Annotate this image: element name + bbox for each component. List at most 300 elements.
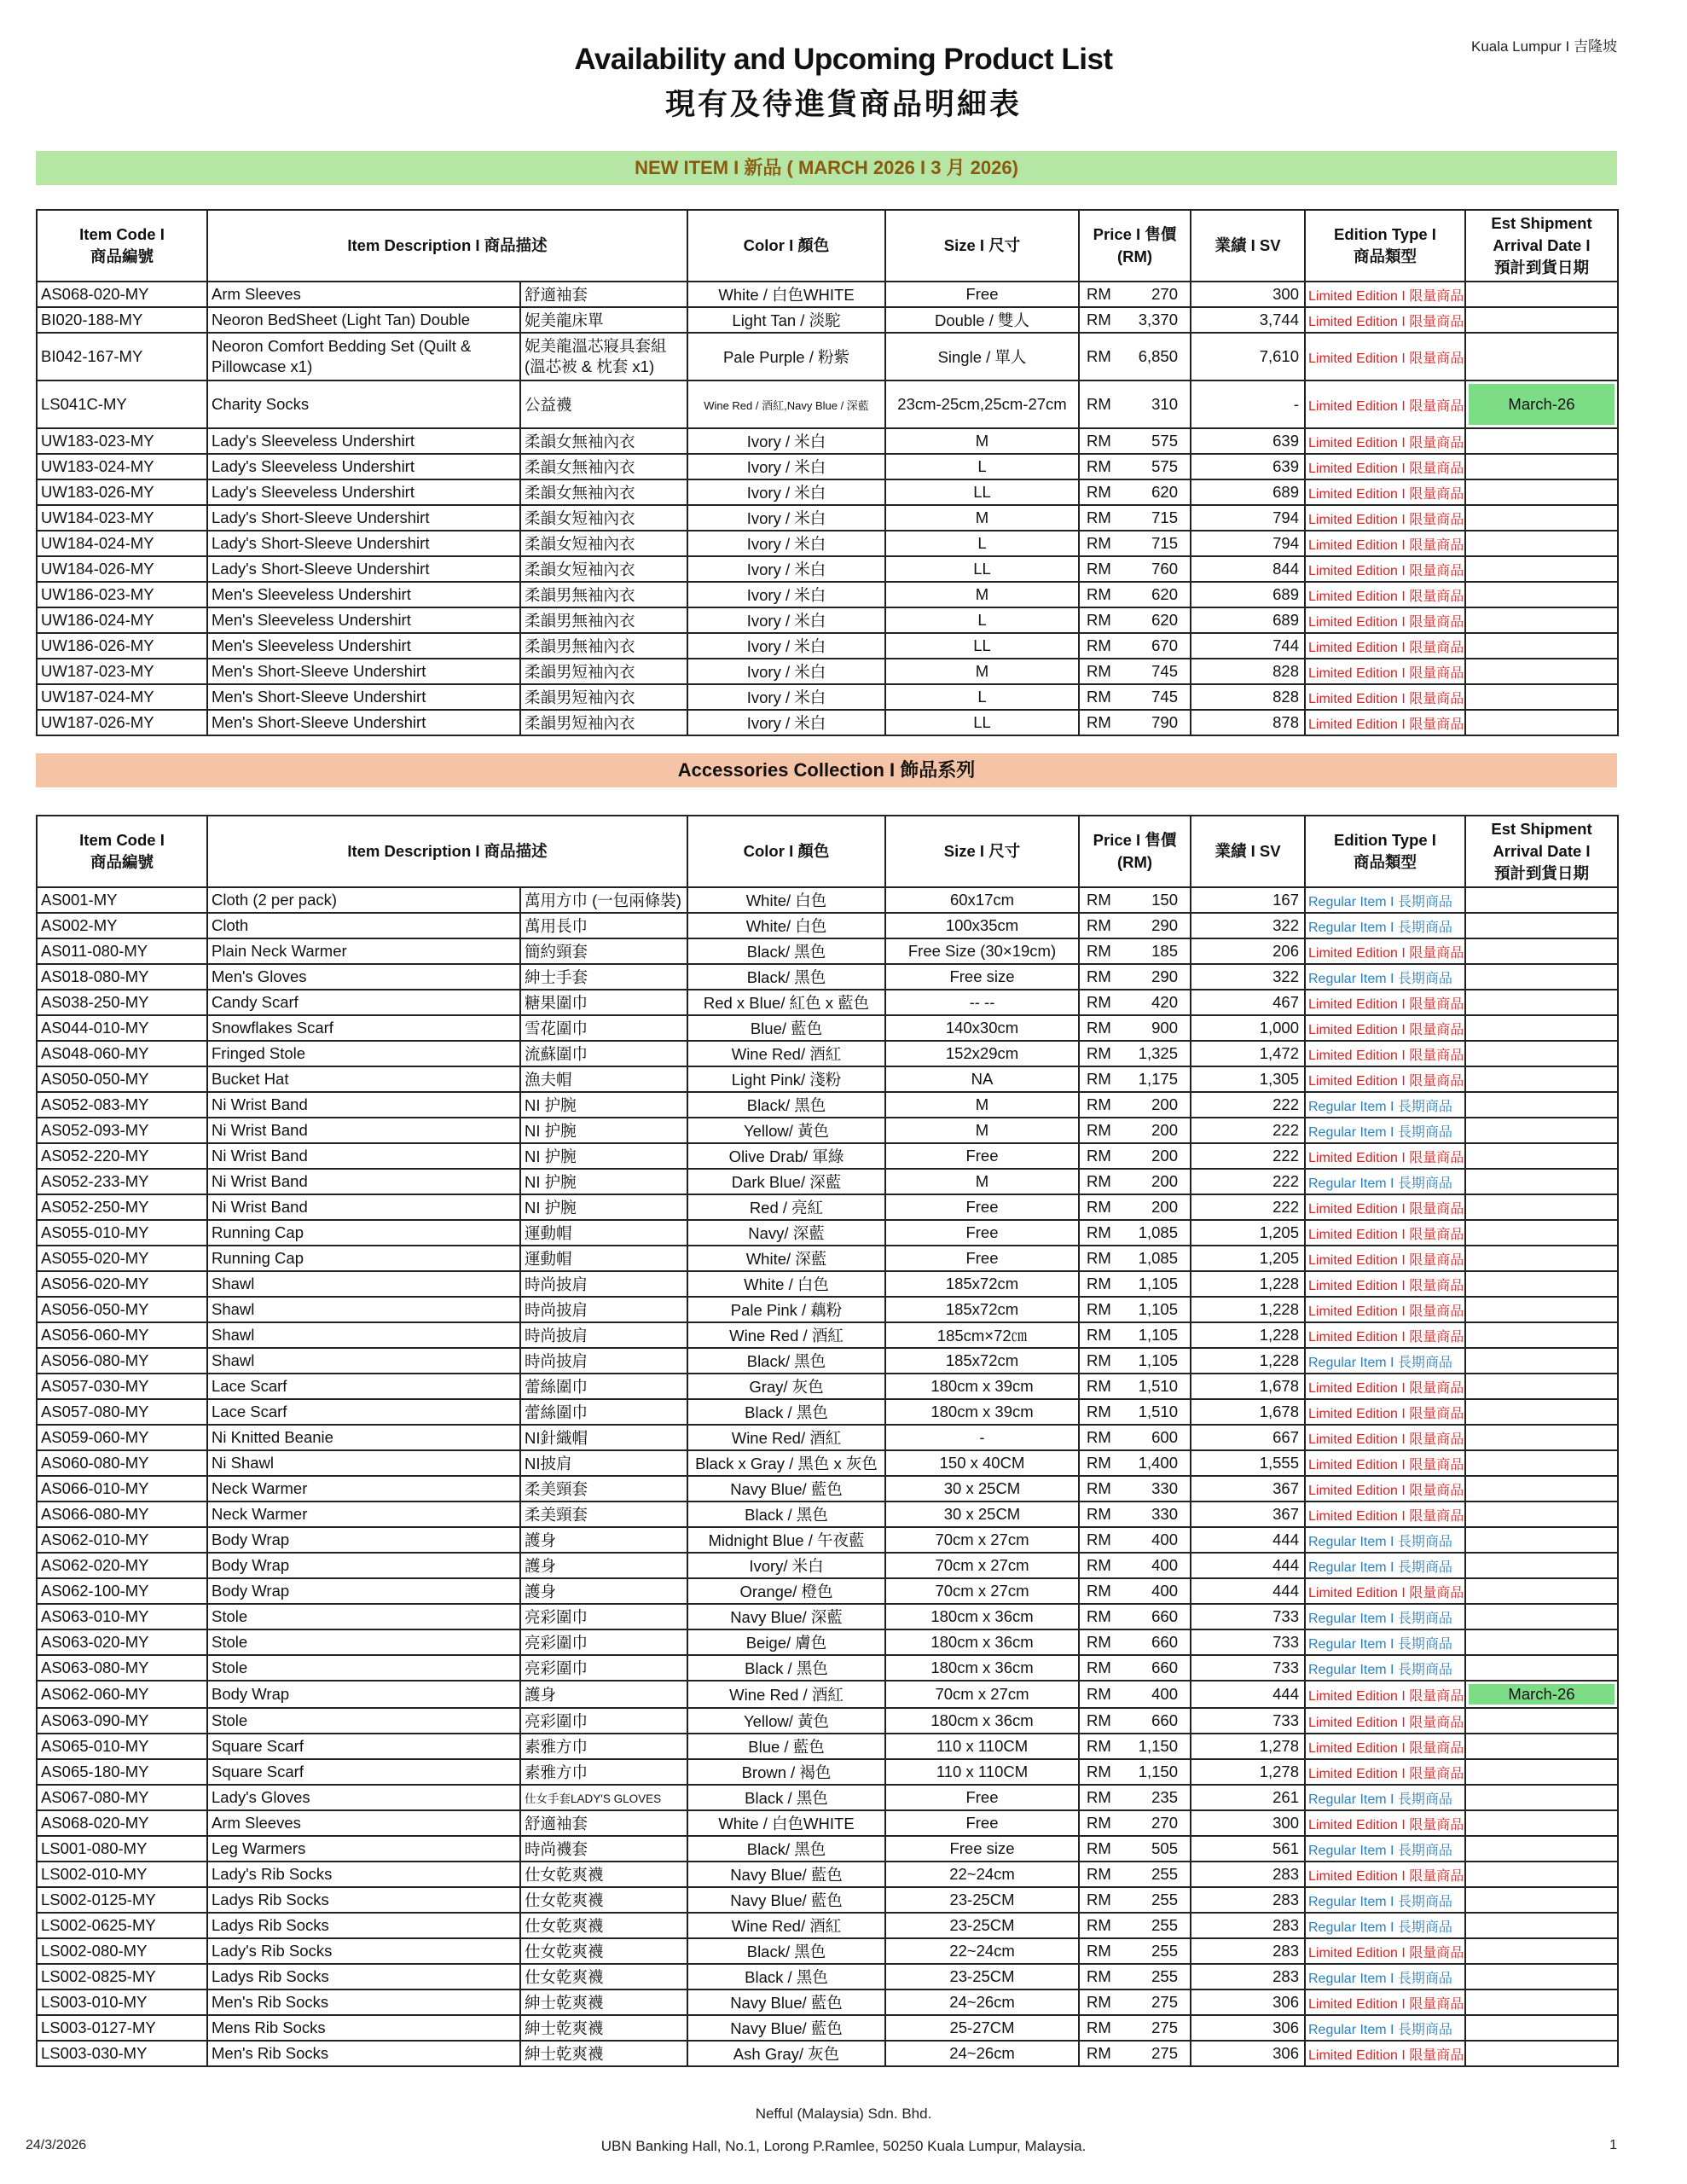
shipment-date — [1465, 1425, 1618, 1450]
item-code: AS052-093-MY — [37, 1118, 207, 1143]
table-header-row — [37, 210, 1618, 282]
price-value: RM 400 — [1079, 1553, 1191, 1578]
description-zh: NI 护腕 — [520, 1169, 687, 1194]
price-value: RM 275 — [1079, 2015, 1191, 2041]
color-value: Navy Blue/ 藍色 — [687, 1887, 885, 1913]
item-code: AS056-050-MY — [37, 1297, 207, 1322]
color-value: Ivory / 米白 — [687, 479, 885, 505]
price-value: RM 1,105 — [1079, 1322, 1191, 1348]
table-row — [37, 2041, 1618, 2066]
description-en: Men's Short-Sleeve Undershirt — [207, 684, 520, 710]
shipment-date — [1465, 428, 1618, 454]
size-value: 22~24cm — [885, 1938, 1079, 1964]
sv-value: 1,278 — [1191, 1759, 1305, 1785]
description-zh: 紳士乾爽襪 — [520, 2015, 687, 2041]
color-value: Yellow/ 黃色 — [687, 1118, 885, 1143]
shipment-badge: March-26 — [1469, 1684, 1615, 1705]
shipment-date — [1465, 1527, 1618, 1553]
size-value: M — [885, 1092, 1079, 1118]
shipment-date — [1465, 531, 1618, 556]
price-value: RM 200 — [1079, 1169, 1191, 1194]
col-price: Price I 售價 (RM) — [1079, 210, 1191, 282]
item-code: AS057-030-MY — [37, 1374, 207, 1399]
shipment-date — [1465, 1938, 1618, 1964]
color-value: Black / 黑色 — [687, 1785, 885, 1810]
price-value: RM 275 — [1079, 1989, 1191, 2015]
shipment-date — [1465, 380, 1618, 428]
color-value: White / 白色 — [687, 1271, 885, 1297]
size-value: M — [885, 1169, 1079, 1194]
col-size: Size I 尺寸 — [885, 210, 1079, 282]
description-zh: 柔韻女無袖內衣 — [520, 428, 687, 454]
table-row — [37, 1399, 1618, 1425]
shipment-date — [1465, 1759, 1618, 1785]
color-value: Black / 黑色 — [687, 1655, 885, 1681]
description-en: Lace Scarf — [207, 1374, 520, 1399]
price-value: RM 275 — [1079, 2041, 1191, 2066]
shipment-date — [1465, 659, 1618, 684]
color-value: Ash Gray/ 灰色 — [687, 2041, 885, 2066]
item-code: LS002-0625-MY — [37, 1913, 207, 1938]
price-value: RM 400 — [1079, 1578, 1191, 1604]
price-value: RM 505 — [1079, 1836, 1191, 1862]
col-sv: 業績 I SV — [1191, 816, 1305, 887]
size-value: M — [885, 659, 1079, 684]
table-row — [37, 1297, 1618, 1322]
sv-value: 828 — [1191, 684, 1305, 710]
table-row — [37, 1655, 1618, 1681]
edition-type: Limited Edition I 限量商品 — [1305, 1938, 1465, 1964]
description-en: Mens Rib Socks — [207, 2015, 520, 2041]
description-zh: 護身 — [520, 1578, 687, 1604]
edition-type: Limited Edition I 限量商品 — [1305, 582, 1465, 607]
edition-type: Regular Item I 長期商品 — [1305, 1964, 1465, 1989]
price-value: RM 150 — [1079, 887, 1191, 913]
price-value: RM 200 — [1079, 1118, 1191, 1143]
color-value: Ivory / 米白 — [687, 607, 885, 633]
color-value: White/ 白色 — [687, 887, 885, 913]
price-value: RM 1,510 — [1079, 1374, 1191, 1399]
edition-type: Regular Item I 長期商品 — [1305, 1118, 1465, 1143]
description-en: Men's Sleeveless Undershirt — [207, 633, 520, 659]
color-value: Ivory / 米白 — [687, 531, 885, 556]
sv-value: 222 — [1191, 1194, 1305, 1220]
size-value: 152x29cm — [885, 1041, 1079, 1066]
description-en: Stole — [207, 1629, 520, 1655]
edition-type: Limited Edition I 限量商品 — [1305, 1578, 1465, 1604]
table-row — [37, 1169, 1618, 1194]
price-value: RM 235 — [1079, 1785, 1191, 1810]
description-en: Ni Knitted Beanie — [207, 1425, 520, 1450]
item-code: AS062-100-MY — [37, 1578, 207, 1604]
description-zh: 仕女乾爽襪 — [520, 1887, 687, 1913]
shipment-date — [1465, 1041, 1618, 1066]
description-zh: 公益襪 — [520, 380, 687, 428]
size-value: - — [885, 1425, 1079, 1450]
item-code: AS056-060-MY — [37, 1322, 207, 1348]
description-en: Stole — [207, 1604, 520, 1629]
shipment-date — [1465, 1836, 1618, 1862]
description-zh: 流蘇圍巾 — [520, 1041, 687, 1066]
table-row — [37, 1734, 1618, 1759]
color-value: Ivory / 米白 — [687, 454, 885, 479]
price-value: RM 400 — [1079, 1681, 1191, 1708]
price-value: RM 715 — [1079, 505, 1191, 531]
sv-value: 222 — [1191, 1143, 1305, 1169]
item-code: AS055-010-MY — [37, 1220, 207, 1246]
shipment-date — [1465, 964, 1618, 990]
description-zh: NI 护腕 — [520, 1118, 687, 1143]
description-en: Body Wrap — [207, 1681, 520, 1708]
edition-type: Regular Item I 長期商品 — [1305, 1527, 1465, 1553]
item-code: UW186-023-MY — [37, 582, 207, 607]
color-value: Pale Purple / 粉紫 — [687, 333, 885, 380]
item-code: BI042-167-MY — [37, 333, 207, 380]
description-zh: 雪花圍巾 — [520, 1015, 687, 1041]
shipment-date — [1465, 1734, 1618, 1759]
description-en: Snowflakes Scarf — [207, 1015, 520, 1041]
item-code: UW184-024-MY — [37, 531, 207, 556]
color-value: Wine Red / 酒紅,Navy Blue / 深藍 — [687, 380, 885, 428]
sv-value: 828 — [1191, 659, 1305, 684]
size-value: Free — [885, 1810, 1079, 1836]
sv-value: 689 — [1191, 479, 1305, 505]
item-code: LS002-080-MY — [37, 1938, 207, 1964]
item-code: AS068-020-MY — [37, 282, 207, 307]
edition-type: Limited Edition I 限量商品 — [1305, 1194, 1465, 1220]
item-code: AS038-250-MY — [37, 990, 207, 1015]
color-value: Black/ 黑色 — [687, 938, 885, 964]
sv-value: 367 — [1191, 1502, 1305, 1527]
price-value: RM 310 — [1079, 380, 1191, 428]
sv-value: 222 — [1191, 1169, 1305, 1194]
price-value: RM 1,105 — [1079, 1348, 1191, 1374]
edition-type: Limited Edition I 限量商品 — [1305, 1374, 1465, 1399]
edition-type: Limited Edition I 限量商品 — [1305, 1681, 1465, 1708]
description-zh: 時尚披肩 — [520, 1322, 687, 1348]
table-row — [37, 990, 1618, 1015]
description-zh: 仕女乾爽襪 — [520, 1913, 687, 1938]
size-value: 23-25CM — [885, 1913, 1079, 1938]
edition-type: Limited Edition I 限量商品 — [1305, 659, 1465, 684]
table-row — [37, 1041, 1618, 1066]
description-en: Neoron BedSheet (Light Tan) Double — [207, 307, 520, 333]
description-zh: 紳士乾爽襪 — [520, 2041, 687, 2066]
item-code: AS063-090-MY — [37, 1708, 207, 1734]
item-code: AS063-020-MY — [37, 1629, 207, 1655]
table-row — [37, 1322, 1618, 1348]
price-value: RM 420 — [1079, 990, 1191, 1015]
sv-value: 306 — [1191, 2015, 1305, 2041]
item-code: AS056-020-MY — [37, 1271, 207, 1297]
sv-value: - — [1191, 380, 1305, 428]
edition-type: Limited Edition I 限量商品 — [1305, 1708, 1465, 1734]
table-row — [37, 428, 1618, 454]
size-value: Free — [885, 1194, 1079, 1220]
item-code: AS052-250-MY — [37, 1194, 207, 1220]
sv-value: 1,228 — [1191, 1348, 1305, 1374]
table-row — [37, 1989, 1618, 2015]
size-value: 24~26cm — [885, 2041, 1079, 2066]
col-size: Size I 尺寸 — [885, 816, 1079, 887]
sv-value: 1,678 — [1191, 1374, 1305, 1399]
table-row — [37, 1450, 1618, 1476]
price-value: RM 745 — [1079, 659, 1191, 684]
description-en: Neck Warmer — [207, 1476, 520, 1502]
col-shipment: Est Shipment Arrival Date I 預計到貨日期 — [1465, 210, 1618, 282]
color-value: Dark Blue/ 深藍 — [687, 1169, 885, 1194]
size-value: L — [885, 531, 1079, 556]
sv-value: 667 — [1191, 1425, 1305, 1450]
sv-value: 444 — [1191, 1681, 1305, 1708]
edition-type: Limited Edition I 限量商品 — [1305, 479, 1465, 505]
item-code: LS002-0125-MY — [37, 1887, 207, 1913]
description-en: Lady's Short-Sleeve Undershirt — [207, 556, 520, 582]
table-row — [37, 1759, 1618, 1785]
table-row — [37, 1553, 1618, 1578]
shipment-date — [1465, 938, 1618, 964]
description-zh: 糖果圍巾 — [520, 990, 687, 1015]
edition-type: Limited Edition I 限量商品 — [1305, 990, 1465, 1015]
table-row — [37, 1938, 1618, 1964]
price-value: RM 715 — [1079, 531, 1191, 556]
size-value: 23cm-25cm,25cm-27cm — [885, 380, 1079, 428]
shipment-date — [1465, 607, 1618, 633]
item-code: UW187-026-MY — [37, 710, 207, 735]
price-value: RM 6,850 — [1079, 333, 1191, 380]
item-code: BI020-188-MY — [37, 307, 207, 333]
color-value: Wine Red/ 酒紅 — [687, 1041, 885, 1066]
description-en: Ni Shawl — [207, 1450, 520, 1476]
sv-value: 283 — [1191, 1938, 1305, 1964]
size-value: 180cm x 36cm — [885, 1629, 1079, 1655]
edition-type: Limited Edition I 限量商品 — [1305, 531, 1465, 556]
col-edition: Edition Type I 商品類型 — [1305, 816, 1465, 887]
size-value: 60x17cm — [885, 887, 1079, 913]
item-code: LS002-0825-MY — [37, 1964, 207, 1989]
edition-type: Limited Edition I 限量商品 — [1305, 1066, 1465, 1092]
shipment-date — [1465, 1297, 1618, 1322]
description-en: Square Scarf — [207, 1734, 520, 1759]
sv-value: 306 — [1191, 2041, 1305, 2066]
price-value: RM 1,085 — [1079, 1246, 1191, 1271]
size-value: 110 x 110CM — [885, 1734, 1079, 1759]
size-value: L — [885, 607, 1079, 633]
price-value: RM 255 — [1079, 1862, 1191, 1887]
price-value: RM 1,400 — [1079, 1450, 1191, 1476]
sv-value: 561 — [1191, 1836, 1305, 1862]
new-items-body — [37, 282, 1618, 735]
color-value: White / 白色WHITE — [687, 1810, 885, 1836]
sv-value: 733 — [1191, 1629, 1305, 1655]
shipment-date — [1465, 1092, 1618, 1118]
shipment-date — [1465, 1502, 1618, 1527]
table-row — [37, 1425, 1618, 1450]
description-en: Neoron Comfort Bedding Set (Quilt & Pillowcase x1) — [207, 333, 520, 380]
shipment-date — [1465, 1399, 1618, 1425]
price-value: RM 1,150 — [1079, 1734, 1191, 1759]
shipment-date — [1465, 887, 1618, 913]
item-code: UW187-024-MY — [37, 684, 207, 710]
description-zh: 時尚披肩 — [520, 1297, 687, 1322]
price-value: RM 575 — [1079, 428, 1191, 454]
sv-value: 639 — [1191, 454, 1305, 479]
color-value: Black/ 黑色 — [687, 1836, 885, 1862]
item-code: AS052-083-MY — [37, 1092, 207, 1118]
description-en: Leg Warmers — [207, 1836, 520, 1862]
description-zh: 運動帽 — [520, 1246, 687, 1271]
sv-value: 1,472 — [1191, 1041, 1305, 1066]
size-value: L — [885, 684, 1079, 710]
price-value: RM 670 — [1079, 633, 1191, 659]
description-zh: 妮美龍床單 — [520, 307, 687, 333]
description-zh: 柔韻女短袖內衣 — [520, 505, 687, 531]
description-zh: 柔韻男無袖內衣 — [520, 633, 687, 659]
edition-type: Regular Item I 長期商品 — [1305, 2015, 1465, 2041]
item-code: UW184-023-MY — [37, 505, 207, 531]
shipment-date — [1465, 1169, 1618, 1194]
description-en: Men's Short-Sleeve Undershirt — [207, 659, 520, 684]
price-value: RM 255 — [1079, 1887, 1191, 1913]
description-zh: NI 护腕 — [520, 1143, 687, 1169]
edition-type: Limited Edition I 限量商品 — [1305, 380, 1465, 428]
size-value: LL — [885, 556, 1079, 582]
table-row — [37, 1374, 1618, 1399]
item-code: AS062-010-MY — [37, 1527, 207, 1553]
page-title-chinese: 現有及待進貨商品明細表 — [664, 88, 1022, 121]
description-zh: 簡約頸套 — [520, 938, 687, 964]
description-zh: 柔韻男短袖內衣 — [520, 659, 687, 684]
item-code: UW186-024-MY — [37, 607, 207, 633]
description-zh: 柔韻男短袖內衣 — [520, 684, 687, 710]
item-code: AS062-060-MY — [37, 1681, 207, 1708]
price-value: RM 400 — [1079, 1527, 1191, 1553]
description-en: Lady's Short-Sleeve Undershirt — [207, 505, 520, 531]
sv-value: 689 — [1191, 607, 1305, 633]
shipment-date — [1465, 1629, 1618, 1655]
shipment-date — [1465, 1553, 1618, 1578]
price-value: RM 1,085 — [1079, 1220, 1191, 1246]
description-en: Lace Scarf — [207, 1399, 520, 1425]
description-zh: 妮美龍溫芯寢具套組 (溫芯被 & 枕套 x1) — [520, 333, 687, 380]
color-value: Ivory / 米白 — [687, 633, 885, 659]
edition-type: Limited Edition I 限量商品 — [1305, 1322, 1465, 1348]
description-zh: 萬用長巾 — [520, 913, 687, 938]
table-row — [37, 531, 1618, 556]
item-code: UW184-026-MY — [37, 556, 207, 582]
size-value: 70cm x 27cm — [885, 1527, 1079, 1553]
description-zh: 紳士手套 — [520, 964, 687, 990]
description-zh: NI 护腕 — [520, 1092, 687, 1118]
color-value: Wine Red/ 酒紅 — [687, 1425, 885, 1450]
description-zh: 亮彩圍巾 — [520, 1655, 687, 1681]
color-value: White/ 白色 — [687, 913, 885, 938]
description-zh: 時尚披肩 — [520, 1348, 687, 1374]
description-en: Stole — [207, 1655, 520, 1681]
item-code: AS066-010-MY — [37, 1476, 207, 1502]
color-value: Brown / 褐色 — [687, 1759, 885, 1785]
edition-type: Limited Edition I 限量商品 — [1305, 1425, 1465, 1450]
shipment-date — [1465, 582, 1618, 607]
shipment-date — [1465, 1578, 1618, 1604]
table-row — [37, 1913, 1618, 1938]
description-zh: 萬用方巾 (一包兩條裝) — [520, 887, 687, 913]
table-row — [37, 938, 1618, 964]
price-value: RM 1,150 — [1079, 1759, 1191, 1785]
size-value: -- -- — [885, 990, 1079, 1015]
table-row — [37, 1271, 1618, 1297]
table-row — [37, 1527, 1618, 1553]
edition-type: Regular Item I 長期商品 — [1305, 1836, 1465, 1862]
color-value: Wine Red/ 酒紅 — [687, 1913, 885, 1938]
color-value: Navy Blue/ 藍色 — [687, 1862, 885, 1887]
edition-type: Limited Edition I 限量商品 — [1305, 1810, 1465, 1836]
table-row — [37, 282, 1618, 307]
page-title: Availability and Upcoming Product List — [574, 43, 1113, 76]
size-value: M — [885, 428, 1079, 454]
size-value: Free size — [885, 964, 1079, 990]
size-value: Free Size (30×19cm) — [885, 938, 1079, 964]
price-value: RM 620 — [1079, 607, 1191, 633]
color-value: Black/ 黑色 — [687, 1092, 885, 1118]
col-color: Color I 顏色 — [687, 210, 885, 282]
sv-value: 1,555 — [1191, 1450, 1305, 1476]
edition-type: Limited Edition I 限量商品 — [1305, 710, 1465, 735]
table-row — [37, 307, 1618, 333]
table-row — [37, 1502, 1618, 1527]
item-code: LS003-010-MY — [37, 1989, 207, 2015]
color-value: Wine Red / 酒紅 — [687, 1322, 885, 1348]
item-code: AS052-233-MY — [37, 1169, 207, 1194]
size-value: Free — [885, 1220, 1079, 1246]
table-row — [37, 380, 1618, 428]
edition-type: Limited Edition I 限量商品 — [1305, 428, 1465, 454]
color-value: Black/ 黑色 — [687, 964, 885, 990]
item-code: AS065-180-MY — [37, 1759, 207, 1785]
description-en: Cloth — [207, 913, 520, 938]
table-row — [37, 1785, 1618, 1810]
price-value: RM 620 — [1079, 582, 1191, 607]
color-value: Black x Gray / 黑色 x 灰色 — [687, 1450, 885, 1476]
description-zh: NI 护腕 — [520, 1194, 687, 1220]
size-value: Free — [885, 282, 1079, 307]
accessories-body — [37, 887, 1618, 2066]
footer-address: UBN Banking Hall, No.1, Lorong P.Ramlee, 50250 Kuala Lumpur, Malaysia. — [600, 2138, 1087, 2154]
description-zh: 仕女乾爽襪 — [520, 1862, 687, 1887]
color-value: Black/ 黑色 — [687, 1938, 885, 1964]
col-price: Price I 售價 (RM) — [1079, 816, 1191, 887]
color-value: Navy Blue/ 深藍 — [687, 1604, 885, 1629]
size-value: 70cm x 27cm — [885, 1553, 1079, 1578]
table-row — [37, 1220, 1618, 1246]
item-code: AS018-080-MY — [37, 964, 207, 990]
description-en: Lady's Sleeveless Undershirt — [207, 454, 520, 479]
color-value: Black / 黑色 — [687, 1399, 885, 1425]
shipment-date — [1465, 1066, 1618, 1092]
shipment-date — [1465, 479, 1618, 505]
description-zh: 亮彩圍巾 — [520, 1629, 687, 1655]
price-value: RM 1,510 — [1079, 1399, 1191, 1425]
table-row — [37, 1118, 1618, 1143]
color-value: Navy Blue/ 藍色 — [687, 1989, 885, 2015]
shipment-date — [1465, 1964, 1618, 1989]
description-en: Ni Wrist Band — [207, 1118, 520, 1143]
table-row — [37, 1964, 1618, 1989]
table-row — [37, 1143, 1618, 1169]
edition-type: Limited Edition I 限量商品 — [1305, 1015, 1465, 1041]
size-value: 180cm x 39cm — [885, 1399, 1079, 1425]
table-row — [37, 710, 1618, 735]
